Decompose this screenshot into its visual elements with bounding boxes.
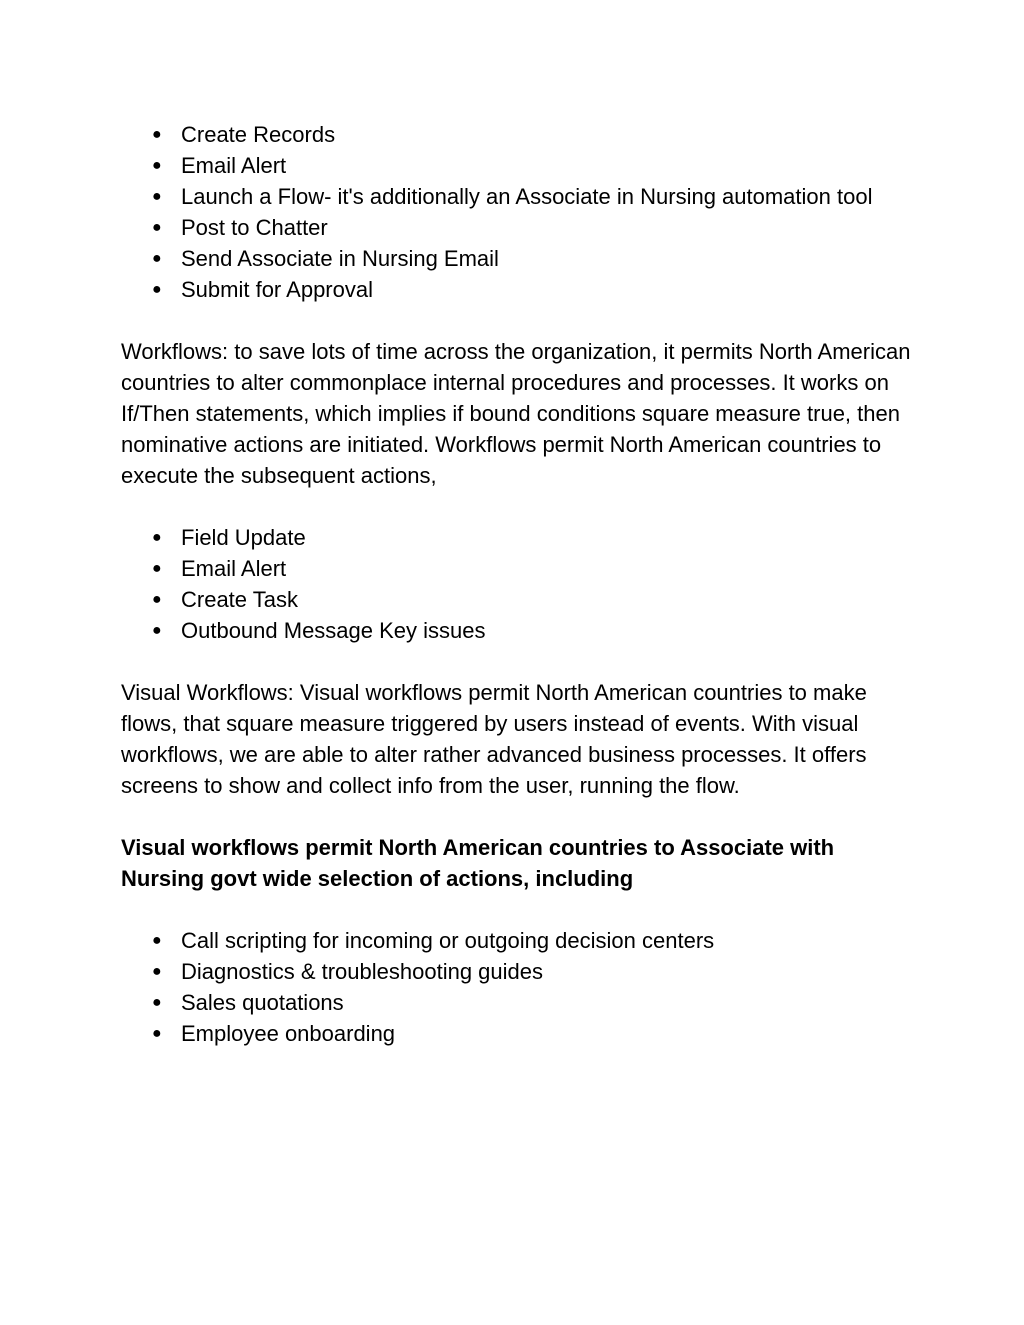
bullet-icon: ● xyxy=(152,157,162,174)
bullet-icon: ● xyxy=(152,963,162,980)
list-item-text: Submit for Approval xyxy=(181,277,373,302)
bullet-icon: ● xyxy=(152,591,162,608)
bullet-icon: ● xyxy=(152,529,162,546)
visual-workflow-actions-list xyxy=(121,925,911,1049)
list-item xyxy=(121,987,911,1018)
list-item xyxy=(121,1018,911,1049)
bullet-icon: ● xyxy=(152,281,162,298)
action-list xyxy=(121,119,911,305)
bullet-icon: ● xyxy=(152,932,162,949)
list-item-text: Email Alert xyxy=(181,556,287,581)
bullet-icon: ● xyxy=(152,560,162,577)
list-item-text: Sales quotations xyxy=(181,990,344,1015)
bullet-icon: ● xyxy=(152,622,162,639)
list-item xyxy=(121,584,911,615)
list-item xyxy=(121,243,911,274)
workflows-paragraph: Workflows: to save lots of time across the organization, it permits North American countries to alter commonplace internal procedures and processes. It works on If/Then statements, which implies if bound conditions square measure true, then nominative actions are initiated. Workflows permit North American countries to execute the subsequent actions, xyxy=(121,339,911,488)
list-item xyxy=(121,615,911,646)
workflow-actions-list xyxy=(121,522,911,646)
bullet-icon: ● xyxy=(152,250,162,267)
list-item-text: Email Alert xyxy=(181,153,287,178)
bullet-icon: ● xyxy=(152,219,162,236)
list-item xyxy=(121,212,911,243)
section-heading: Visual workflows permit North American countries to Associate with Nursing govt wide selection of actions, including xyxy=(121,835,835,891)
list-item xyxy=(121,925,911,956)
list-item-text: Field Update xyxy=(181,525,306,550)
list-item-text: Create Records xyxy=(181,122,336,147)
list-item-text: Outbound Message Key issues xyxy=(181,618,486,643)
bullet-icon: ● xyxy=(152,188,162,205)
bullet-icon: ● xyxy=(152,994,162,1011)
list-item-text: Send Associate in Nursing Email xyxy=(181,246,499,271)
list-item xyxy=(121,956,911,987)
list-item-text: Employee onboarding xyxy=(181,1021,396,1046)
list-item-text: Diagnostics & troubleshooting guides xyxy=(181,959,544,984)
bullet-icon: ● xyxy=(152,126,162,143)
list-item xyxy=(121,274,911,305)
list-item xyxy=(121,553,911,584)
visual-workflows-paragraph: Visual Workflows: Visual workflows permit North American countries to make flows, that square measure triggered by users instead of events. With visual workflows, we are able to alter rather advanced business processes. It offers screens to show and collect info from the user, running the flow. xyxy=(121,680,867,798)
list-item-text: Create Task xyxy=(181,587,298,612)
bullet-icon: ● xyxy=(152,1025,162,1042)
list-item xyxy=(121,119,911,150)
list-item-text: Launch a Flow- it's additionally an Associate in Nursing automation tool xyxy=(181,184,873,209)
list-item-text: Post to Chatter xyxy=(181,215,328,240)
list-item xyxy=(121,150,911,181)
list-item xyxy=(121,522,911,553)
list-item-text: Call scripting for incoming or outgoing decision centers xyxy=(181,928,715,953)
list-item xyxy=(121,181,911,212)
document-body xyxy=(121,119,911,1049)
